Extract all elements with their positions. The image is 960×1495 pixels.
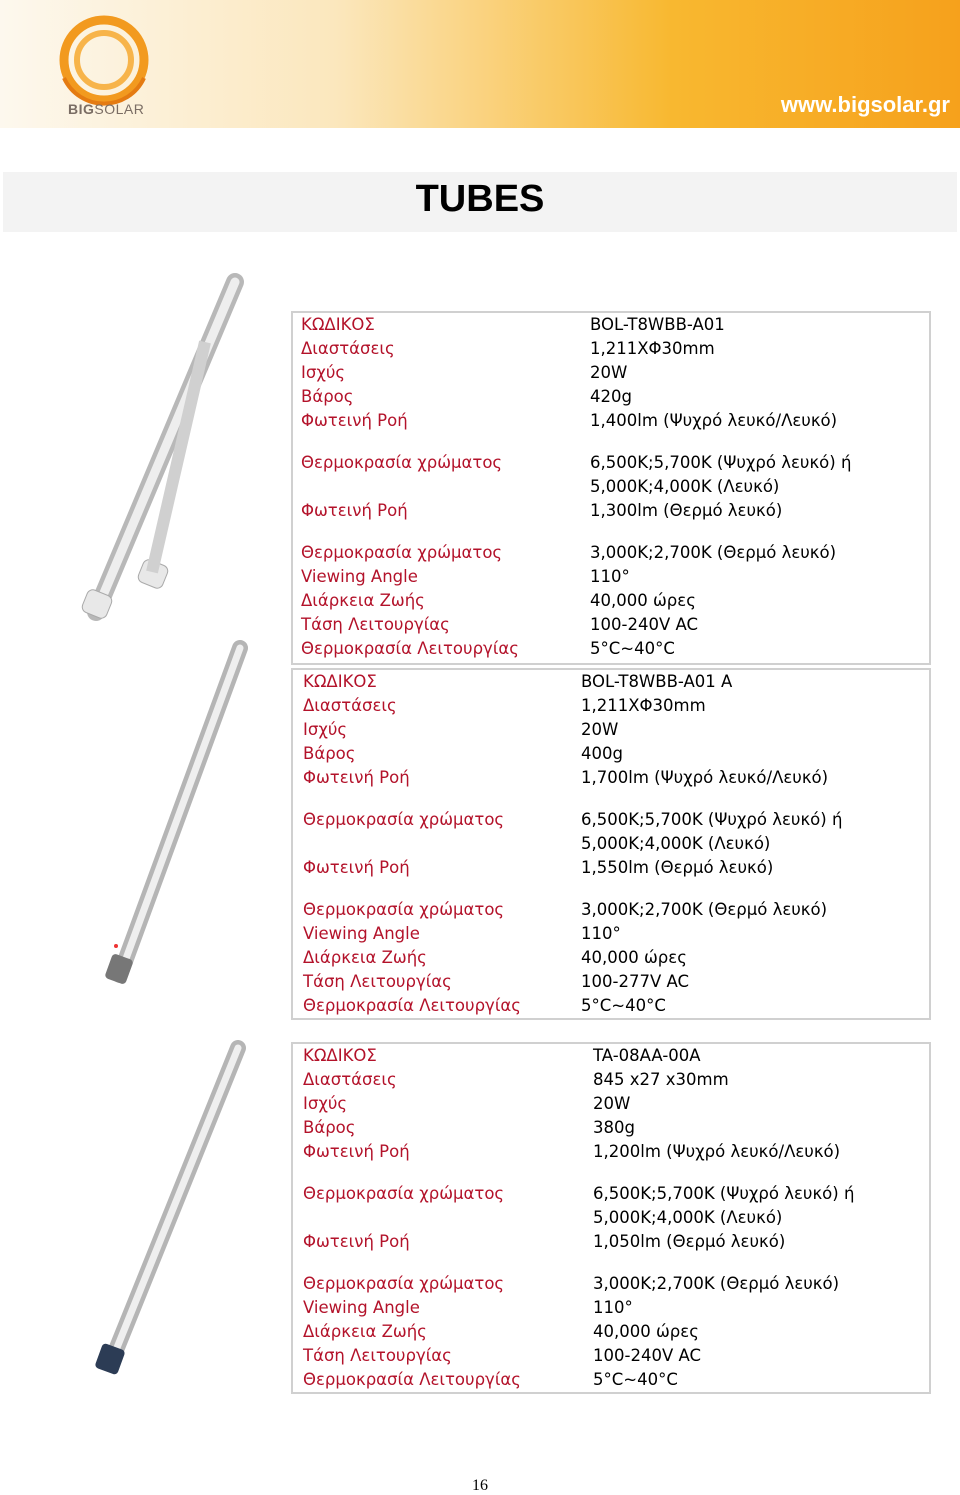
spec-label: Θερμοκρασία χρώματος <box>303 900 505 919</box>
spec-label: Viewing Angle <box>303 1298 420 1317</box>
spec-row <box>293 315 929 339</box>
spec-row <box>293 720 929 744</box>
spec-label: Ισχύς <box>301 363 346 382</box>
spec-label: Φωτεινή Ροή <box>301 501 408 520</box>
spec-value: 1,700lm (Ψυχρό λευκό/Λευκό) <box>581 768 829 787</box>
spec-label: Θερμοκρασία χρώματος <box>303 1274 505 1293</box>
logo-text-prefix: BIG <box>68 101 95 117</box>
spec-label: Βάρος <box>303 1118 356 1137</box>
spec-row <box>293 900 929 924</box>
spec-row <box>293 924 929 948</box>
logo-text <box>68 101 144 117</box>
spec-row <box>293 672 929 696</box>
spec-row <box>293 744 929 768</box>
logo-text-suffix: SOLAR <box>94 101 145 117</box>
spec-row <box>293 339 929 363</box>
spec-label: Viewing Angle <box>303 924 420 943</box>
spec-label: Τάση Λειτουργίας <box>303 1346 452 1365</box>
spec-value: 1,211XΦ30mm <box>581 696 706 715</box>
spec-value: 400g <box>581 744 623 763</box>
spec-value: 5,000K;4,000K (Λευκό) <box>581 834 771 853</box>
spec-label: Διάρκεια Ζωής <box>301 591 425 610</box>
spec-label: Θερμοκρασία Λειτουργίας <box>301 639 519 658</box>
spec-row <box>293 1070 929 1094</box>
spec-row <box>293 639 929 663</box>
spec-row <box>293 834 929 858</box>
spec-value: BOL-T8WBB-A01 <box>590 315 725 334</box>
spec-row <box>293 1232 929 1256</box>
spec-label: Θερμοκρασία χρώματος <box>301 543 503 562</box>
spec-label: Φωτεινή Ροή <box>303 1142 410 1161</box>
spec-value: TA-08AA-00A <box>593 1046 701 1065</box>
spec-value: 110° <box>593 1298 633 1317</box>
spec-value: 5,000K;4,000K (Λευκό) <box>590 477 780 496</box>
spec-label: Διάρκεια Ζωής <box>303 948 427 967</box>
spec-label: Θερμοκρασία Λειτουργίας <box>303 996 521 1015</box>
spec-row <box>293 996 929 1020</box>
spec-row <box>293 948 929 972</box>
spec-value: 1,300lm (Θερμό λευκό) <box>590 501 783 520</box>
spec-value: 100-277V AC <box>581 972 689 991</box>
spec-row <box>293 1184 929 1208</box>
spec-value: 40,000 ώρες <box>581 948 687 967</box>
spec-label: Διαστάσεις <box>303 696 397 715</box>
spec-row <box>293 810 929 834</box>
spec-row <box>293 501 929 525</box>
spec-row <box>293 858 929 882</box>
spec-row <box>293 543 929 567</box>
spec-label: ΚΩΔΙΚΟΣ <box>301 315 375 334</box>
spec-label: Viewing Angle <box>301 567 418 586</box>
spec-value: 3,000K;2,700K (Θερμό λευκό) <box>590 543 837 562</box>
spec-value: 40,000 ώρες <box>593 1322 699 1341</box>
spec-value: 3,000K;2,700K (Θερμό λευκό) <box>581 900 828 919</box>
spec-label: Βάρος <box>303 744 356 763</box>
spec-label: Τάση Λειτουργίας <box>303 972 452 991</box>
spec-label: Τάση Λειτουργίας <box>301 615 450 634</box>
page-number: 16 <box>472 1477 488 1494</box>
spec-label: Θερμοκρασία χρώματος <box>303 1184 505 1203</box>
spec-row <box>293 1370 929 1394</box>
spec-row <box>293 768 929 792</box>
spec-value: 100-240V AC <box>593 1346 701 1365</box>
spec-row <box>293 363 929 387</box>
spec-value: 20W <box>581 720 619 739</box>
spec-row <box>293 411 929 435</box>
spec-value: 5°C~40°C <box>581 996 666 1015</box>
spec-value: 420g <box>590 387 632 406</box>
spec-value: 3,000K;2,700K (Θερμό λευκό) <box>593 1274 840 1293</box>
spec-label: Φωτεινή Ροή <box>301 411 408 430</box>
spec-row <box>293 567 929 591</box>
spec-row <box>293 1322 929 1346</box>
spec-row <box>293 453 929 477</box>
spec-value: 6,500K;5,700K (Ψυχρό λευκό) ή <box>581 810 843 829</box>
spec-label: Ισχύς <box>303 1094 348 1113</box>
tube-image-2 <box>90 640 250 1000</box>
spec-row <box>293 477 929 501</box>
spec-value: 845 x27 x30mm <box>593 1070 729 1089</box>
spec-table-2 <box>291 668 931 1020</box>
spec-value: 1,550lm (Θερμό λευκό) <box>581 858 774 877</box>
spec-label: Διαστάσεις <box>301 339 395 358</box>
spec-value: 40,000 ώρες <box>590 591 696 610</box>
spec-label: Θερμοκρασία χρώματος <box>303 810 505 829</box>
spec-value: 6,500K;5,700K (Ψυχρό λευκό) ή <box>593 1184 855 1203</box>
spec-row <box>293 1274 929 1298</box>
spec-table-1 <box>291 311 931 665</box>
spec-value: 20W <box>590 363 628 382</box>
spec-row <box>293 972 929 996</box>
spec-label: Φωτεινή Ροή <box>303 1232 410 1251</box>
spec-label: Φωτεινή Ροή <box>303 858 410 877</box>
spec-value: 5°C~40°C <box>593 1370 678 1389</box>
spec-value: 110° <box>590 567 630 586</box>
spec-label: Θερμοκρασία Λειτουργίας <box>303 1370 521 1389</box>
spec-row <box>293 1094 929 1118</box>
spec-row <box>293 615 929 639</box>
tube-image-3 <box>90 1040 250 1385</box>
spec-value: 1,400lm (Ψυχρό λευκό/Λευκό) <box>590 411 838 430</box>
tube-image-1 <box>80 272 250 632</box>
spec-value: 110° <box>581 924 621 943</box>
spec-row <box>293 591 929 615</box>
spec-label: Βάρος <box>301 387 354 406</box>
spec-row <box>293 1346 929 1370</box>
spec-row <box>293 1208 929 1232</box>
spec-value: 5,000K;4,000K (Λευκό) <box>593 1208 783 1227</box>
spec-label: ΚΩΔΙΚΟΣ <box>303 672 377 691</box>
spec-value: 100-240V AC <box>590 615 698 634</box>
spec-row <box>293 1298 929 1322</box>
spec-label: Διάρκεια Ζωής <box>303 1322 427 1341</box>
spec-label: Διαστάσεις <box>303 1070 397 1089</box>
spec-label: Θερμοκρασία χρώματος <box>301 453 503 472</box>
spec-row <box>293 696 929 720</box>
spec-value: 6,500K;5,700K (Ψυχρό λευκό) ή <box>590 453 852 472</box>
spec-row <box>293 1118 929 1142</box>
spec-table-3 <box>291 1042 931 1394</box>
spec-value: 1,200lm (Ψυχρό λευκό/Λευκό) <box>593 1142 841 1161</box>
spec-row <box>293 387 929 411</box>
spec-label: Ισχύς <box>303 720 348 739</box>
spec-row <box>293 1046 929 1070</box>
spec-label: ΚΩΔΙΚΟΣ <box>303 1046 377 1065</box>
spec-value: 1,211XΦ30mm <box>590 339 715 358</box>
spec-value: 380g <box>593 1118 635 1137</box>
spec-value: 5°C~40°C <box>590 639 675 658</box>
page-title: TUBES <box>415 178 545 220</box>
spec-value: BOL-T8WBB-A01 A <box>581 672 733 691</box>
spec-label: Φωτεινή Ροή <box>303 768 410 787</box>
spec-value: 1,050lm (Θερμό λευκό) <box>593 1232 786 1251</box>
website-link[interactable]: www.bigsolar.gr <box>780 92 950 117</box>
spec-row <box>293 1142 929 1166</box>
spec-value: 20W <box>593 1094 631 1113</box>
